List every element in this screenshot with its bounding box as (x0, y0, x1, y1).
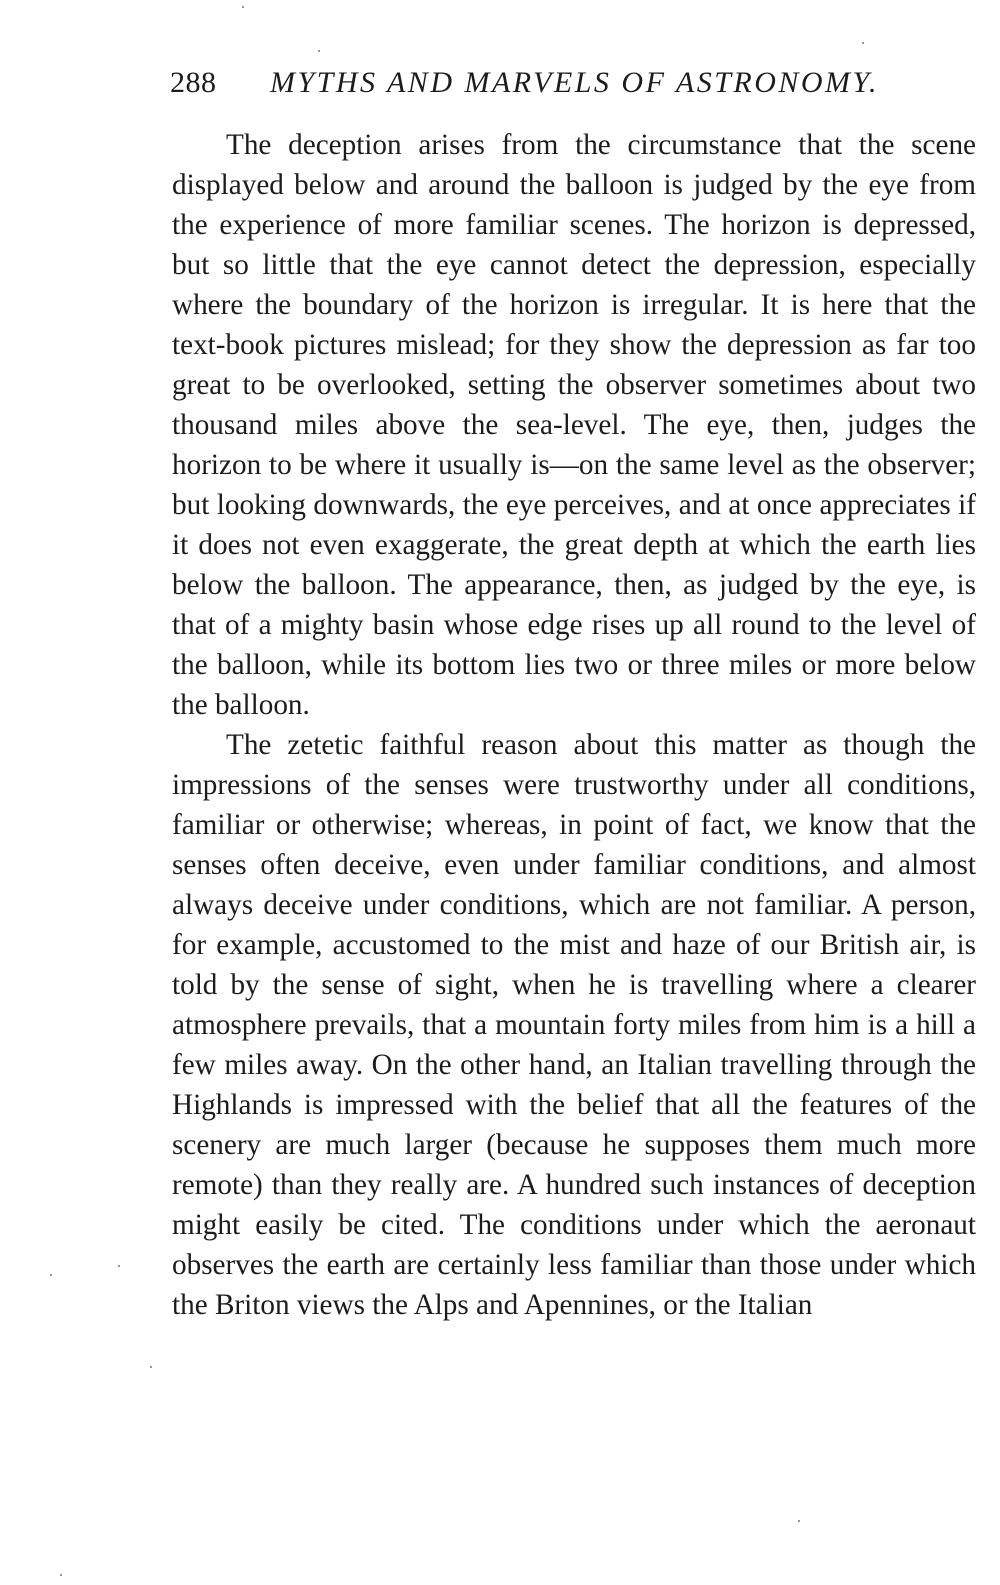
page-number: 288 (170, 66, 217, 99)
scan-speck (798, 1520, 800, 1522)
page-header (170, 66, 980, 106)
paragraph-2: The zetetic faithful reason about this matter as though the impressions of the senses were trustworthy under all conditions, familiar or otherwise; whereas, in point of fact, we know that the senses often deceive, even under familiar conditions, and almost always deceive under conditions, which are not familiar. A person, for example, accustomed to the mist and haze of our British air, is told by the sense of sight, when he is travelling where a clearer atmosphere prevails, that a mountain forty miles from him is a hill a few miles away. On the other hand, an Italian travelling through the Highlands is impressed with the belief that all the features of the scenery are much larger (because he supposes them much more remote) than they really are. A hundred such instances of deception might easily be cited. The conditions under which the aeronaut observes the earth are certainly less familiar than those under which the Briton views the Alps and Apennines, or the Italian (172, 729, 976, 1321)
scan-speck (150, 1366, 152, 1368)
scan-speck (242, 6, 244, 8)
scan-speck (60, 1574, 62, 1576)
scan-speck (50, 1274, 52, 1276)
scan-speck (862, 42, 864, 44)
body-text (172, 125, 976, 1325)
paragraph-1: The deception arises from the circumstance that the scene displayed below and around the balloon is judged by the eye from the experience of more familiar scenes. The horizon is depressed, but so little that the eye cannot detect the depression, especially where the boundary of the horizon is irregular. It is here that the text-book pictures mislead; for they show the depression as far too great to be overlooked, setting the observer sometimes about two thousand miles above the sea-level. The eye, then, judges the horizon to be where it usually is—on the same level as the observer; but looking downwards, the eye perceives, and at once appreciates if it does not even exaggerate, the great depth at which the earth lies below the balloon. The appearance, then, as judged by the eye, is that of a mighty basin whose edge rises up all round to the level of the balloon, while its bottom lies two or three miles or more below the balloon. (172, 129, 976, 721)
running-title: MYTHS AND MARVELS OF ASTRONOMY. (270, 66, 879, 99)
scan-speck (118, 1265, 120, 1267)
scan-speck (318, 50, 320, 52)
